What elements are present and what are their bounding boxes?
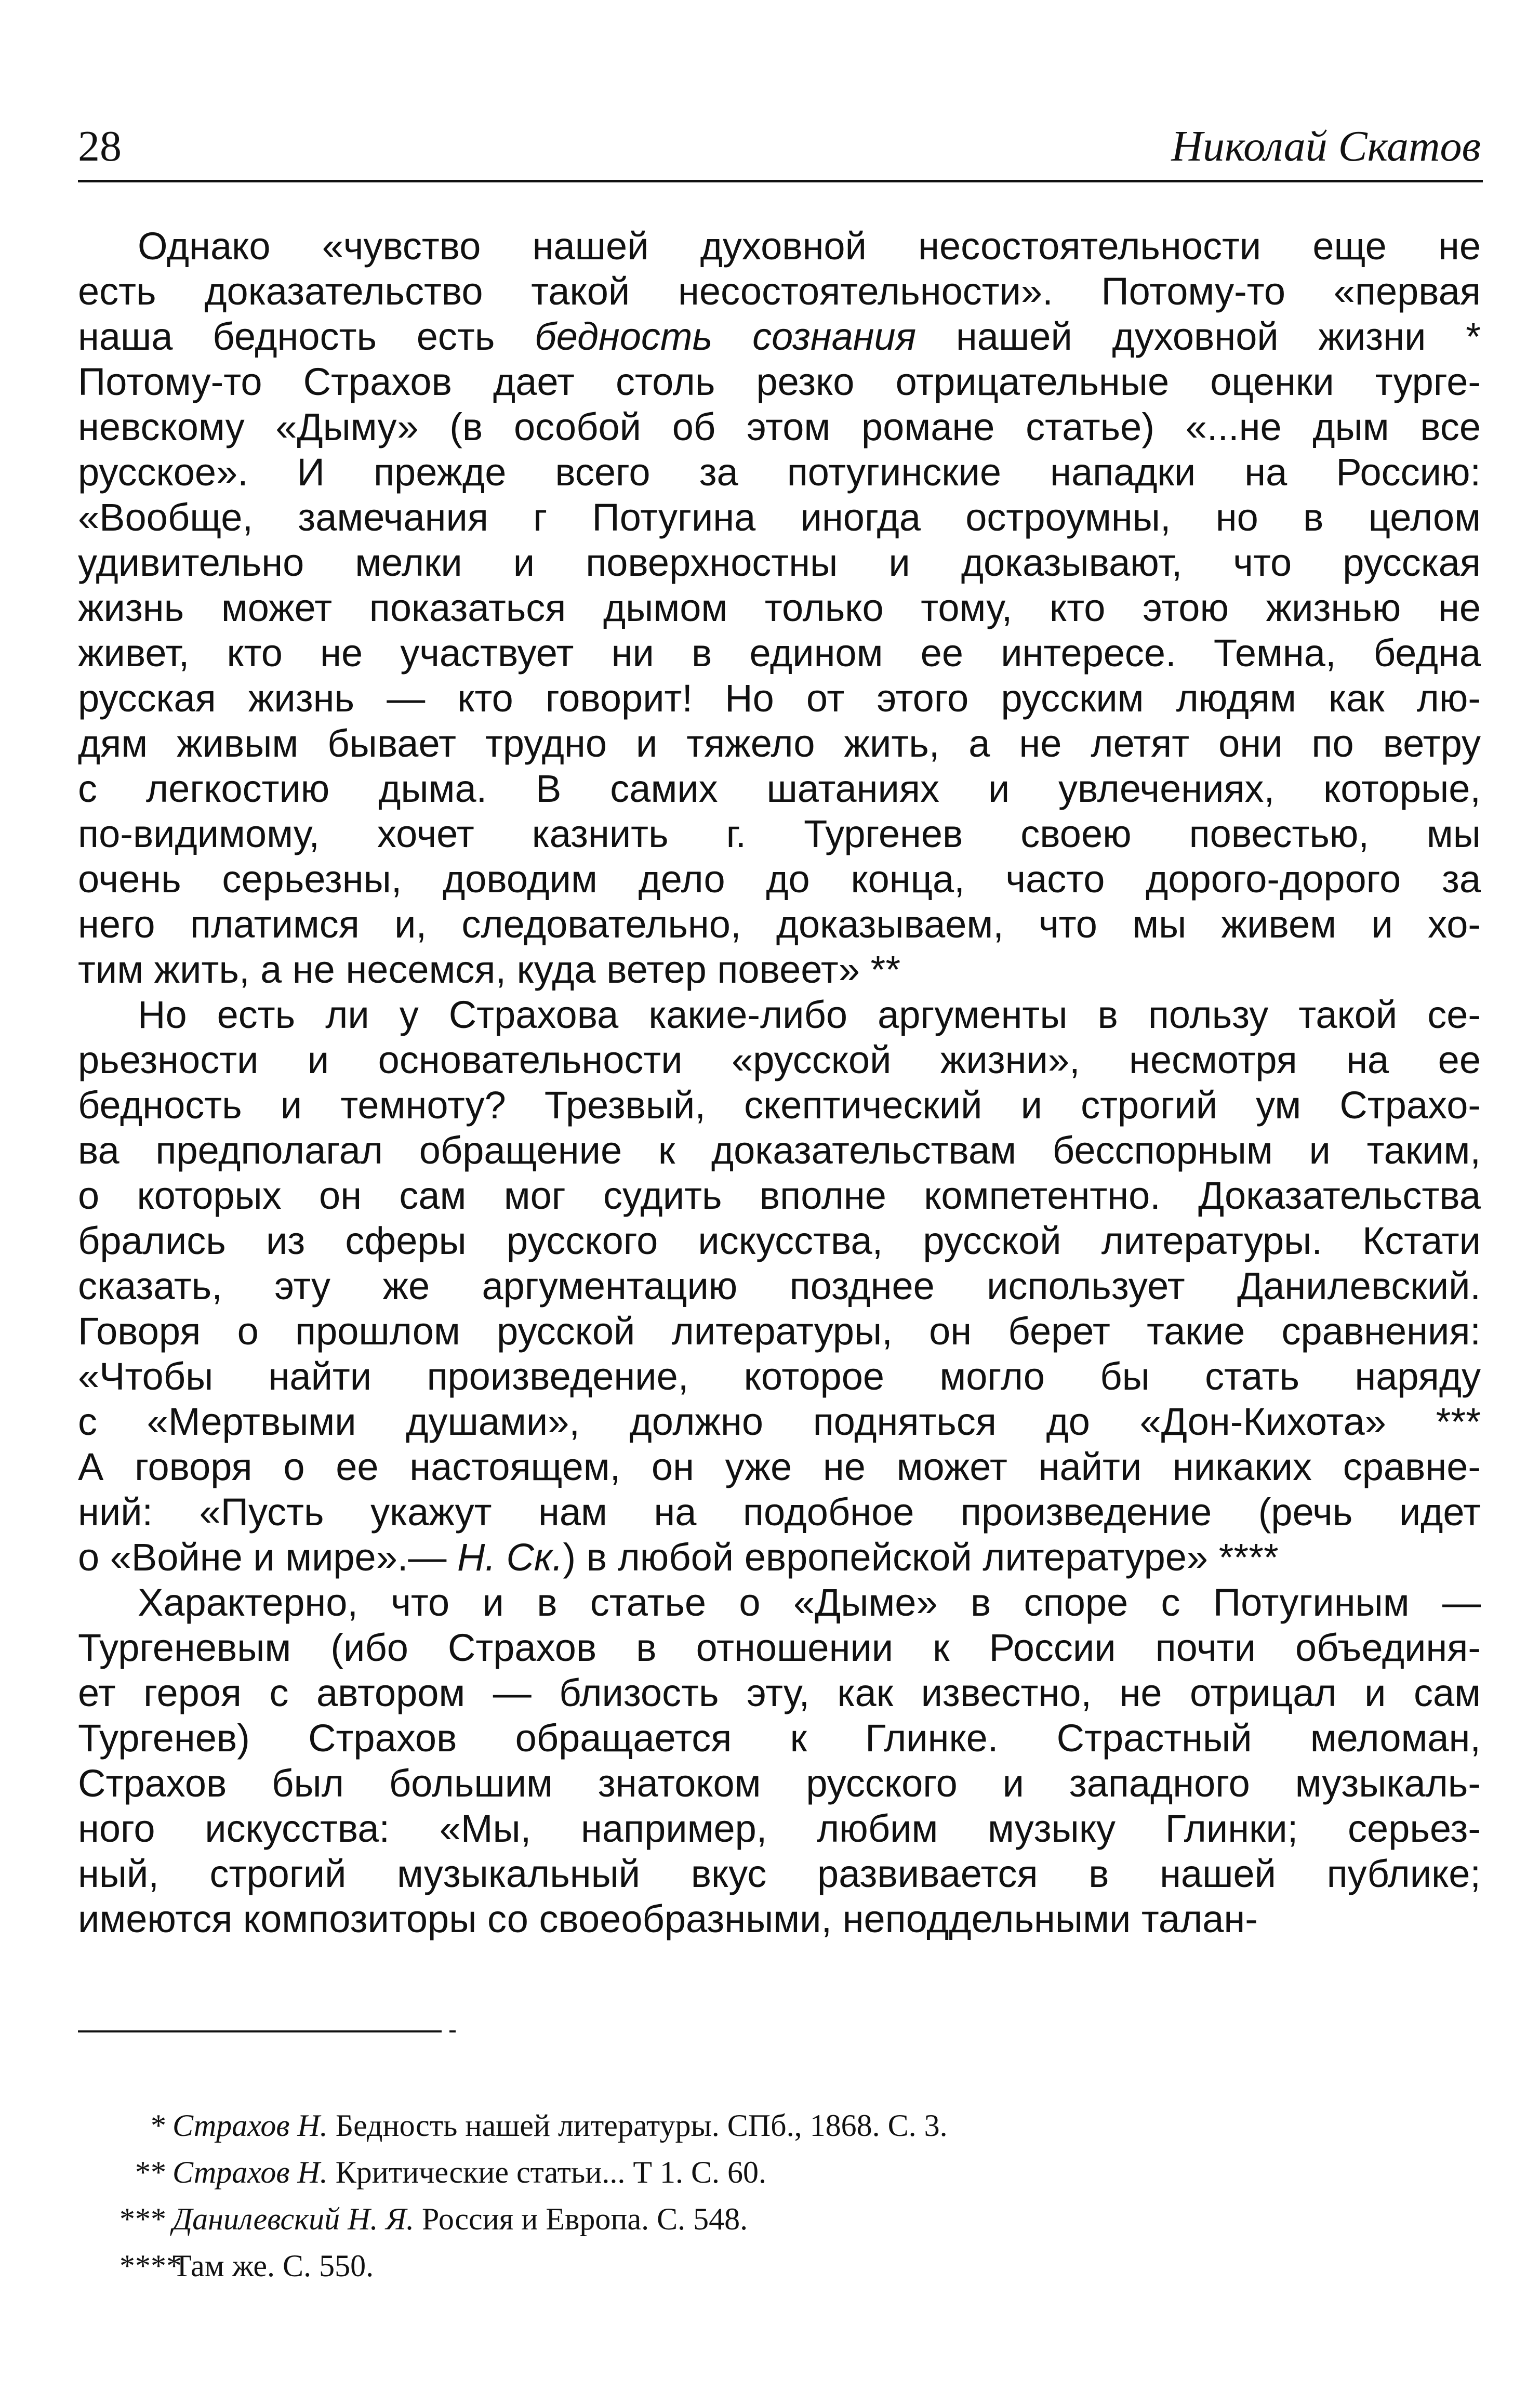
text-line <box>78 1715 1481 1761</box>
text-line <box>78 856 1481 902</box>
text-segment: русское». И прежде всего за потугинские нападки на Россию: <box>78 451 1481 494</box>
text-segment: Страхов был большим знатоком русского и западного музыкаль- <box>78 1762 1481 1805</box>
text-line <box>78 811 1481 856</box>
text-segment: тим жить, а не несемся, куда ветер повеет» ** <box>78 948 901 991</box>
text-line <box>78 947 1481 992</box>
text-segment: ний: «Пусть укажут нам на подобное произведение (речь идет <box>78 1490 1481 1534</box>
text-segment: ный, строгий музыкальный вкус развивается в нашей публике; <box>78 1852 1481 1895</box>
text-line <box>78 585 1481 630</box>
page-header <box>78 114 1481 187</box>
footnote <box>120 2102 1315 2149</box>
footnote-text: Там же. С. 550. <box>172 2249 374 2283</box>
text-line <box>78 1761 1481 1806</box>
text-segment: жизнь может показаться дымом только тому, кто этою жизнью не <box>78 586 1481 629</box>
footnote-marker: *** <box>120 2202 166 2236</box>
footnote-text: Критические статьи... Т 1. С. 60. <box>327 2155 767 2189</box>
text-segment: «Вообще, замечания г Потугина иногда остроумны, но в целом <box>78 496 1481 539</box>
text-line <box>78 269 1481 314</box>
text-segment: Однако «чувство нашей духовной несостоятельности еще не <box>138 225 1481 268</box>
text-line <box>78 1082 1481 1128</box>
text-segment: «Чтобы найти произведение, которое могло бы стать наряду <box>78 1355 1481 1398</box>
text-line <box>78 1625 1481 1670</box>
text-line <box>78 1535 1481 1580</box>
footnote-marker: ** <box>135 2155 166 2189</box>
footnote-marker: **** <box>120 2249 182 2283</box>
text-line <box>78 495 1481 540</box>
footnote-text: Россия и Европа. С. 548. <box>414 2202 748 2236</box>
footnote <box>120 2242 1315 2289</box>
text-line <box>78 992 1481 1037</box>
text-line <box>78 314 1481 359</box>
text-segment: очень серьезны, доводим дело до конца, часто дорого-дорого за <box>78 857 1481 901</box>
text-segment: бедность и темноту? Трезвый, скептический и строгий ум Страхо- <box>78 1084 1481 1127</box>
text-segment: Характерно, что и в статье о «Дыме» в споре с Потугиным — <box>138 1581 1481 1624</box>
text-segment: живет, кто не участвует ни в едином ее интересе. Темна, бедна <box>78 631 1481 675</box>
paragraph <box>78 223 1481 992</box>
text-segment: сказать, эту же аргументацию позднее использует Данилевский. <box>78 1264 1481 1308</box>
footnote-separator <box>78 2030 442 2032</box>
footnote <box>120 2149 1315 2196</box>
italic-text: Н. Ск. <box>457 1536 563 1579</box>
text-segment: о которых он сам мог судить вполне компетентно. Доказательства <box>78 1174 1481 1217</box>
text-line <box>78 1263 1481 1309</box>
text-segment: русская жизнь — кто говорит! Но от этого русским людям как лю- <box>78 677 1481 720</box>
text-segment: Говоря о прошлом русской литературы, он берет такие сравнения: <box>78 1310 1481 1353</box>
text-segment: него платимся и, следовательно, доказываем, что мы живем и хо- <box>78 903 1481 946</box>
text-line <box>78 1173 1481 1218</box>
text-segment: Тургеневым (ибо Страхов в отношении к России почти объединя- <box>78 1626 1481 1669</box>
text-line <box>78 359 1481 404</box>
footnote-author: Страхов Н. <box>172 2108 328 2143</box>
text-segment: ) в любой европейской литературе» **** <box>563 1536 1279 1579</box>
paragraph <box>78 1580 1481 1942</box>
text-segment: Потому-то Страхов дает столь резко отрицательные оценки турге- <box>78 360 1481 403</box>
text-segment: А говоря о ее настоящем, он уже не может найти никаких сравне- <box>78 1445 1481 1488</box>
text-line <box>78 450 1481 495</box>
text-line <box>78 1670 1481 1715</box>
text-line <box>78 630 1481 676</box>
paragraph <box>78 992 1481 1580</box>
footnote-separator-tick <box>449 2030 456 2032</box>
text-segment: с легкостию дыма. В самих шатаниях и увлечениях, которые, <box>78 767 1481 810</box>
text-line <box>78 676 1481 721</box>
text-line <box>78 1128 1481 1173</box>
text-line <box>78 1354 1481 1399</box>
text-segment: Тургенев) Страхов обращается к Глинке. Страстный меломан, <box>78 1717 1481 1760</box>
text-line <box>78 1896 1481 1942</box>
footnote-text: Бедность нашей литературы. СПб., 1868. С. 3. <box>327 2108 948 2143</box>
text-segment: рьезности и основательности «русской жизни», несмотря на ее <box>78 1038 1481 1081</box>
header-rule <box>78 180 1483 182</box>
text-line <box>78 1444 1481 1489</box>
footnote-author: Данилевский Н. Я. <box>172 2202 414 2236</box>
text-segment: ного искусства: «Мы, например, любим музыку Глинки; серьез- <box>78 1807 1481 1850</box>
page-number: 28 <box>78 122 122 170</box>
text-line <box>78 223 1481 269</box>
text-segment: удивительно мелки и поверхностны и доказывают, что русская <box>78 541 1481 584</box>
text-segment: по-видимому, хочет казнить г. Тургенев своею повестью, мы <box>78 812 1481 855</box>
text-line <box>78 1399 1481 1444</box>
text-segment: с «Мертвыми душами», должно подняться до «Дон-Кихота» *** <box>78 1400 1481 1443</box>
text-line <box>78 1806 1481 1851</box>
text-line <box>78 1580 1481 1625</box>
footnote-marker: * <box>151 2108 166 2143</box>
body-text <box>78 223 1481 1942</box>
text-segment: дям живым бывает трудно и тяжело жить, а не летят они по ветру <box>78 722 1481 765</box>
text-segment: имеются композиторы со своеобразными, неподдельными талан- <box>78 1897 1258 1940</box>
text-line <box>78 766 1481 811</box>
footnote <box>120 2196 1315 2242</box>
text-segment: Но есть ли у Страхова какие-либо аргументы в пользу такой се- <box>138 993 1481 1036</box>
text-line <box>78 721 1481 766</box>
text-segment: нашей духовной жизни * <box>916 315 1481 358</box>
text-line <box>78 1037 1481 1082</box>
running-title: Николай Скатов <box>1171 122 1481 170</box>
text-segment: ва предполагал обращение к доказательствам бесспорным и таким, <box>78 1129 1481 1172</box>
text-segment: невскому «Дыму» (в особой об этом романе статье) «...не дым все <box>78 405 1481 448</box>
italic-text: бедность сознания <box>535 315 917 358</box>
text-line <box>78 1309 1481 1354</box>
text-line <box>78 540 1481 585</box>
text-line <box>78 902 1481 947</box>
text-line <box>78 1489 1481 1535</box>
text-line <box>78 1218 1481 1263</box>
text-segment: наша бедность есть <box>78 315 535 358</box>
text-segment: о «Войне и мире».— <box>78 1536 457 1579</box>
footnotes <box>120 2102 1315 2289</box>
text-segment: ет героя с автором — близость эту, как известно, не отрицал и сам <box>78 1671 1481 1714</box>
text-segment: брались из сферы русского искусства, русской литературы. Кстати <box>78 1219 1481 1262</box>
footnote-author: Страхов Н. <box>172 2155 328 2189</box>
text-line <box>78 1851 1481 1896</box>
text-segment: есть доказательство такой несостоятельности». Потому-то «первая <box>78 270 1481 313</box>
text-line <box>78 404 1481 450</box>
